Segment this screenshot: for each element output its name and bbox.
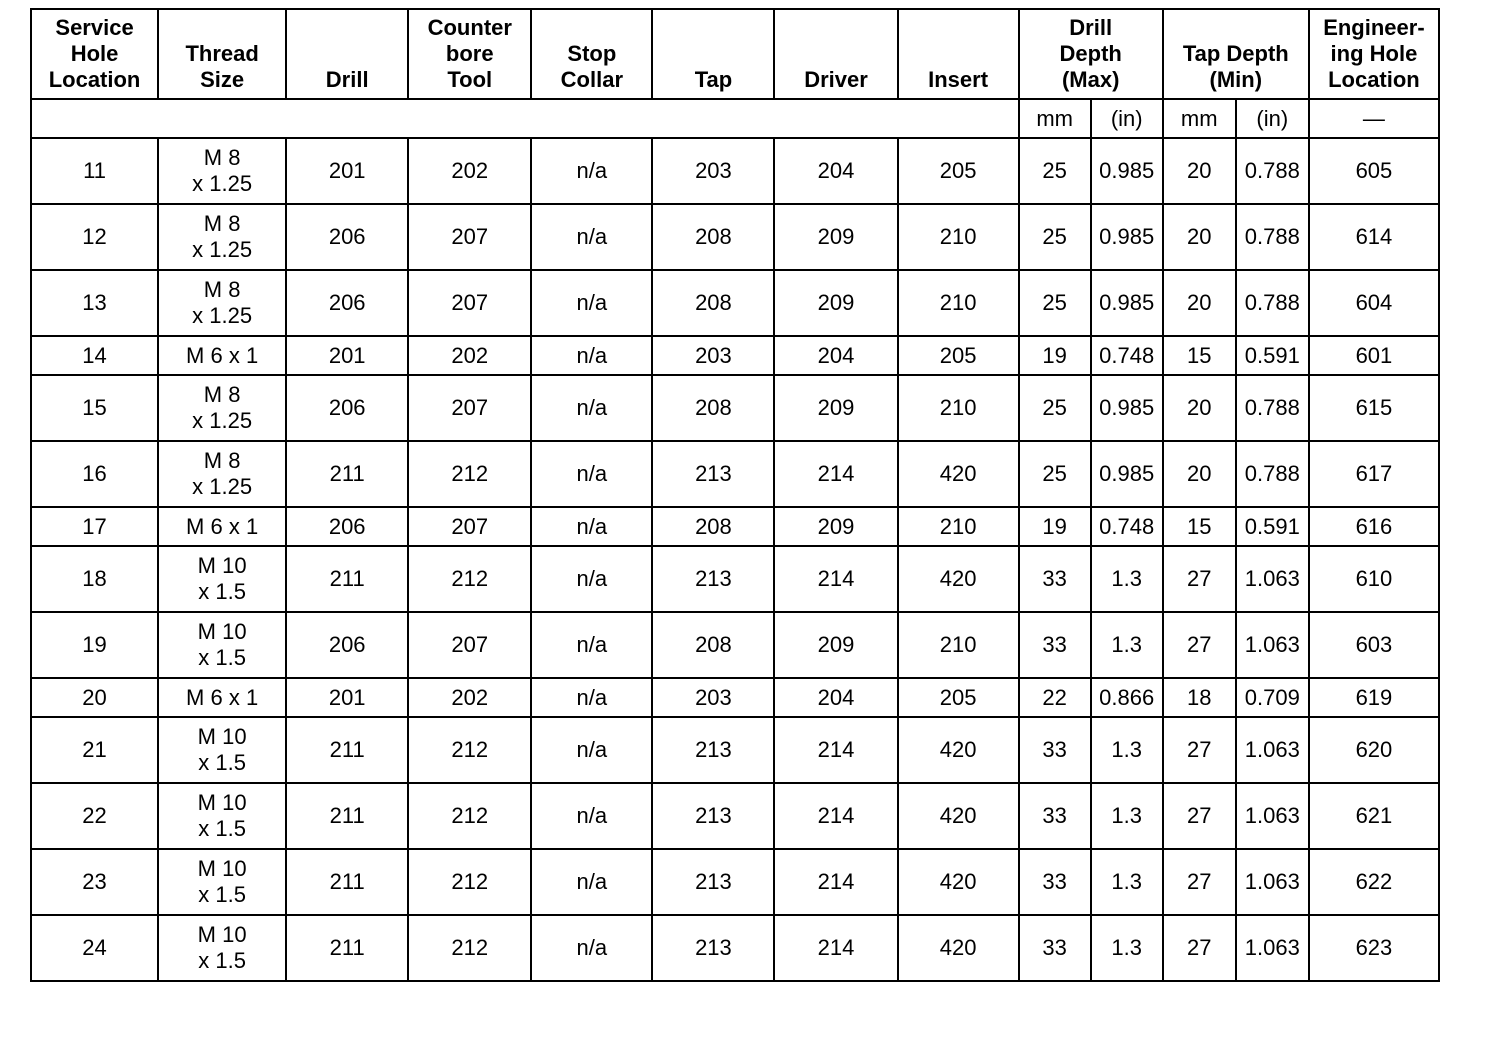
cell-stop-collar: n/a [531,678,652,717]
hole-spec-table [30,8,1440,982]
cell-thread-size [158,441,286,507]
thread-size-line: x 1.5 [198,645,246,670]
cell-driver: 209 [774,204,897,270]
cell-drill-depth-mm: 25 [1019,204,1091,270]
cell-thread-size [158,507,286,546]
cell-insert: 210 [898,204,1019,270]
cell-tap: 208 [652,270,774,336]
thread-size-line: M 10 [197,553,247,578]
table-row [31,138,1439,204]
cell-tap-depth-in: 1.063 [1236,612,1309,678]
header-stop-collar [531,9,652,99]
cell-service-hole-location: 22 [31,783,158,849]
cell-tap-depth-mm: 27 [1163,915,1236,981]
header-line: ing Hole [1330,41,1418,66]
header-insert: Insert [898,9,1019,99]
cell-thread-size [158,138,286,204]
cell-tap-depth-mm: 20 [1163,270,1236,336]
cell-thread-size [158,849,286,915]
cell-tap: 213 [652,915,774,981]
header-line: Location [48,67,141,92]
header-line: Collar [560,67,624,92]
cell-drill: 206 [286,507,408,546]
thread-size-line: M 10 [197,922,247,947]
cell-drill: 211 [286,441,408,507]
cell-tap-depth-in: 0.591 [1236,507,1309,546]
cell-driver: 214 [774,441,897,507]
cell-thread-size [158,783,286,849]
cell-stop-collar: n/a [531,138,652,204]
cell-drill-depth-in: 0.985 [1091,375,1163,441]
cell-drill: 206 [286,612,408,678]
header-line: Drill [1069,15,1113,40]
cell-engineering-hole-location: 616 [1309,507,1439,546]
cell-tap-depth-in: 1.063 [1236,546,1309,612]
table-row [31,546,1439,612]
cell-drill-depth-in: 1.3 [1091,717,1163,783]
cell-drill: 201 [286,678,408,717]
cell-stop-collar: n/a [531,783,652,849]
cell-service-hole-location: 15 [31,375,158,441]
cell-counterbore-tool: 202 [408,678,531,717]
cell-tap: 213 [652,783,774,849]
header-drill-depth [1019,9,1163,99]
cell-driver: 209 [774,507,897,546]
cell-insert: 205 [898,138,1019,204]
cell-stop-collar: n/a [531,849,652,915]
cell-driver: 214 [774,915,897,981]
cell-drill-depth-mm: 25 [1019,138,1091,204]
header-line: Hole [70,41,119,66]
thread-size-line: M 10 [197,619,247,644]
thread-size-line: M 8 [203,145,241,170]
cell-engineering-hole-location: 614 [1309,204,1439,270]
unit-drill-in: (in) [1091,99,1163,138]
header-line: (Min) [1209,67,1263,92]
cell-engineering-hole-location: 603 [1309,612,1439,678]
cell-tap-depth-mm: 15 [1163,336,1236,375]
cell-tap-depth-mm: 20 [1163,375,1236,441]
cell-drill-depth-in: 0.985 [1091,441,1163,507]
cell-tap-depth-in: 0.788 [1236,204,1309,270]
cell-drill-depth-in: 0.985 [1091,270,1163,336]
cell-drill-depth-in: 0.985 [1091,138,1163,204]
cell-insert: 210 [898,612,1019,678]
cell-drill-depth-in: 1.3 [1091,783,1163,849]
header-thread-size [158,9,286,99]
cell-stop-collar: n/a [531,441,652,507]
cell-tap-depth-mm: 20 [1163,441,1236,507]
cell-tap-depth-in: 0.709 [1236,678,1309,717]
cell-tap-depth-in: 0.591 [1236,336,1309,375]
header-line: Location [1328,67,1420,92]
cell-thread-size [158,375,286,441]
cell-service-hole-location: 17 [31,507,158,546]
table-row [31,441,1439,507]
cell-drill-depth-mm: 25 [1019,375,1091,441]
cell-stop-collar: n/a [531,204,652,270]
header-line: (Max) [1061,67,1120,92]
table-row [31,612,1439,678]
cell-drill: 206 [286,270,408,336]
cell-service-hole-location: 18 [31,546,158,612]
cell-drill-depth-mm: 19 [1019,507,1091,546]
thread-size-line: M 8 [203,211,241,236]
thread-size-line: M 10 [197,856,247,881]
header-tap-depth [1163,9,1309,99]
cell-drill-depth-mm: 19 [1019,336,1091,375]
cell-thread-size [158,336,286,375]
cell-tap-depth-mm: 27 [1163,612,1236,678]
header-line: Engineer- [1323,15,1425,40]
cell-driver: 209 [774,375,897,441]
header-tap: Tap [652,9,774,99]
cell-tap-depth-mm: 20 [1163,138,1236,204]
cell-drill-depth-mm: 33 [1019,915,1091,981]
cell-tap-depth-mm: 15 [1163,507,1236,546]
cell-engineering-hole-location: 617 [1309,441,1439,507]
cell-tap-depth-in: 1.063 [1236,915,1309,981]
cell-tap-depth-in: 0.788 [1236,138,1309,204]
cell-tap: 213 [652,717,774,783]
cell-stop-collar: n/a [531,546,652,612]
cell-tap: 208 [652,375,774,441]
cell-service-hole-location: 24 [31,915,158,981]
cell-thread-size [158,204,286,270]
cell-thread-size [158,678,286,717]
thread-size-line: M 10 [197,790,247,815]
cell-service-hole-location: 11 [31,138,158,204]
cell-drill-depth-in: 1.3 [1091,612,1163,678]
thread-size-line: x 1.25 [192,474,253,499]
cell-insert: 420 [898,849,1019,915]
cell-tap-depth-mm: 27 [1163,783,1236,849]
cell-driver: 204 [774,678,897,717]
cell-tap: 208 [652,204,774,270]
cell-tap-depth-in: 0.788 [1236,375,1309,441]
cell-driver: 214 [774,783,897,849]
cell-insert: 205 [898,678,1019,717]
table-row [31,717,1439,783]
cell-drill: 206 [286,375,408,441]
cell-drill: 211 [286,717,408,783]
cell-drill-depth-mm: 33 [1019,849,1091,915]
cell-insert: 210 [898,507,1019,546]
header-line: Counter [427,15,512,40]
cell-drill-depth-in: 0.748 [1091,336,1163,375]
cell-engineering-hole-location: 615 [1309,375,1439,441]
cell-stop-collar: n/a [531,915,652,981]
cell-tap: 213 [652,441,774,507]
cell-stop-collar: n/a [531,336,652,375]
header-line: Depth [1059,41,1122,66]
unit-tap-mm: mm [1163,99,1236,138]
cell-counterbore-tool: 212 [408,717,531,783]
cell-counterbore-tool: 207 [408,507,531,546]
cell-drill-depth-in: 0.985 [1091,204,1163,270]
table-row [31,678,1439,717]
cell-drill: 211 [286,546,408,612]
cell-engineering-hole-location: 620 [1309,717,1439,783]
cell-driver: 214 [774,849,897,915]
cell-insert: 420 [898,441,1019,507]
cell-service-hole-location: 12 [31,204,158,270]
thread-size-line: M 8 [203,448,241,473]
cell-tap-depth-mm: 18 [1163,678,1236,717]
cell-tap-depth-in: 0.788 [1236,270,1309,336]
cell-insert: 210 [898,375,1019,441]
thread-size-line: x 1.25 [192,303,253,328]
table-row [31,507,1439,546]
cell-stop-collar: n/a [531,507,652,546]
thread-size-line: x 1.5 [198,948,246,973]
cell-tap: 203 [652,336,774,375]
cell-service-hole-location: 23 [31,849,158,915]
cell-service-hole-location: 21 [31,717,158,783]
header-line: Tool [447,67,493,92]
table-row [31,783,1439,849]
header-service-hole-location [31,9,158,99]
cell-insert: 420 [898,546,1019,612]
table-row [31,204,1439,270]
cell-driver: 209 [774,612,897,678]
cell-stop-collar: n/a [531,717,652,783]
cell-counterbore-tool: 212 [408,915,531,981]
cell-engineering-hole-location: 621 [1309,783,1439,849]
cell-insert: 420 [898,783,1019,849]
table-row [31,849,1439,915]
cell-tap-depth-in: 1.063 [1236,849,1309,915]
header-counterbore-tool [408,9,531,99]
cell-counterbore-tool: 202 [408,138,531,204]
unit-row [31,99,1439,138]
thread-size-line: x 1.25 [192,237,253,262]
thread-size-line: M 6 x 1 [186,684,259,710]
cell-tap: 213 [652,546,774,612]
cell-tap-depth-mm: 20 [1163,204,1236,270]
thread-size-line: x 1.5 [198,882,246,907]
cell-counterbore-tool: 207 [408,612,531,678]
cell-tap-depth-in: 0.788 [1236,441,1309,507]
cell-engineering-hole-location: 605 [1309,138,1439,204]
thread-size-line: M 8 [203,382,241,407]
cell-stop-collar: n/a [531,375,652,441]
cell-tap: 208 [652,507,774,546]
table-row [31,336,1439,375]
cell-drill-depth-mm: 33 [1019,717,1091,783]
cell-driver: 214 [774,717,897,783]
thread-size-line: x 1.5 [198,816,246,841]
cell-insert: 420 [898,915,1019,981]
cell-drill-depth-in: 1.3 [1091,849,1163,915]
thread-size-line: M 8 [203,277,241,302]
thread-size-line: x 1.25 [192,171,253,196]
cell-tap-depth-mm: 27 [1163,717,1236,783]
cell-engineering-hole-location: 619 [1309,678,1439,717]
cell-driver: 209 [774,270,897,336]
cell-tap: 203 [652,138,774,204]
cell-drill-depth-mm: 33 [1019,783,1091,849]
header-line: Stop [567,41,617,66]
cell-thread-size [158,612,286,678]
cell-thread-size [158,270,286,336]
cell-service-hole-location: 13 [31,270,158,336]
cell-drill-depth-in: 1.3 [1091,915,1163,981]
thread-size-line: M 10 [197,724,247,749]
header-driver: Driver [774,9,897,99]
cell-tap: 203 [652,678,774,717]
cell-tap: 208 [652,612,774,678]
unit-drill-mm: mm [1019,99,1091,138]
cell-tap-depth-mm: 27 [1163,849,1236,915]
cell-engineering-hole-location: 622 [1309,849,1439,915]
header-engineering-hole-location [1309,9,1439,99]
cell-counterbore-tool: 207 [408,204,531,270]
unit-eng: — [1309,99,1439,138]
cell-counterbore-tool: 207 [408,270,531,336]
header-line: Thread [185,41,259,66]
cell-counterbore-tool: 207 [408,375,531,441]
cell-drill: 206 [286,204,408,270]
cell-drill-depth-mm: 25 [1019,441,1091,507]
cell-drill: 211 [286,915,408,981]
cell-service-hole-location: 16 [31,441,158,507]
header-line: Tap Depth [1182,41,1289,66]
cell-thread-size [158,717,286,783]
cell-thread-size [158,915,286,981]
cell-drill-depth-in: 0.748 [1091,507,1163,546]
cell-drill-depth-in: 0.866 [1091,678,1163,717]
thread-size-line: x 1.5 [198,750,246,775]
thread-size-line: M 6 x 1 [186,342,259,368]
cell-drill-depth-mm: 33 [1019,546,1091,612]
cell-thread-size [158,546,286,612]
cell-counterbore-tool: 202 [408,336,531,375]
thread-size-line: M 6 x 1 [186,513,259,539]
header-line: bore [445,41,494,66]
cell-tap-depth-mm: 27 [1163,546,1236,612]
cell-driver: 204 [774,138,897,204]
cell-tap-depth-in: 1.063 [1236,783,1309,849]
cell-drill-depth-mm: 22 [1019,678,1091,717]
thread-size-line: x 1.5 [198,579,246,604]
unit-tap-in: (in) [1236,99,1309,138]
cell-stop-collar: n/a [531,612,652,678]
cell-insert: 420 [898,717,1019,783]
cell-stop-collar: n/a [531,270,652,336]
table-row [31,375,1439,441]
header-line: Service [55,15,134,40]
cell-engineering-hole-location: 610 [1309,546,1439,612]
header-drill: Drill [286,9,408,99]
unit-blank-cell [31,99,1019,138]
cell-drill-depth-mm: 33 [1019,612,1091,678]
cell-insert: 210 [898,270,1019,336]
cell-counterbore-tool: 212 [408,783,531,849]
cell-tap-depth-in: 1.063 [1236,717,1309,783]
cell-service-hole-location: 20 [31,678,158,717]
table-body [31,138,1439,981]
cell-insert: 205 [898,336,1019,375]
header-row [31,9,1439,99]
cell-drill: 211 [286,849,408,915]
header-line: Size [200,67,245,92]
cell-counterbore-tool: 212 [408,849,531,915]
cell-engineering-hole-location: 623 [1309,915,1439,981]
cell-drill: 201 [286,138,408,204]
cell-engineering-hole-location: 601 [1309,336,1439,375]
cell-counterbore-tool: 212 [408,546,531,612]
cell-service-hole-location: 19 [31,612,158,678]
cell-drill: 211 [286,783,408,849]
cell-drill-depth-in: 1.3 [1091,546,1163,612]
cell-driver: 214 [774,546,897,612]
thread-size-line: x 1.25 [192,408,253,433]
table-row [31,270,1439,336]
cell-tap: 213 [652,849,774,915]
cell-service-hole-location: 14 [31,336,158,375]
table-row [31,915,1439,981]
cell-drill-depth-mm: 25 [1019,270,1091,336]
cell-drill: 201 [286,336,408,375]
cell-engineering-hole-location: 604 [1309,270,1439,336]
cell-driver: 204 [774,336,897,375]
cell-counterbore-tool: 212 [408,441,531,507]
